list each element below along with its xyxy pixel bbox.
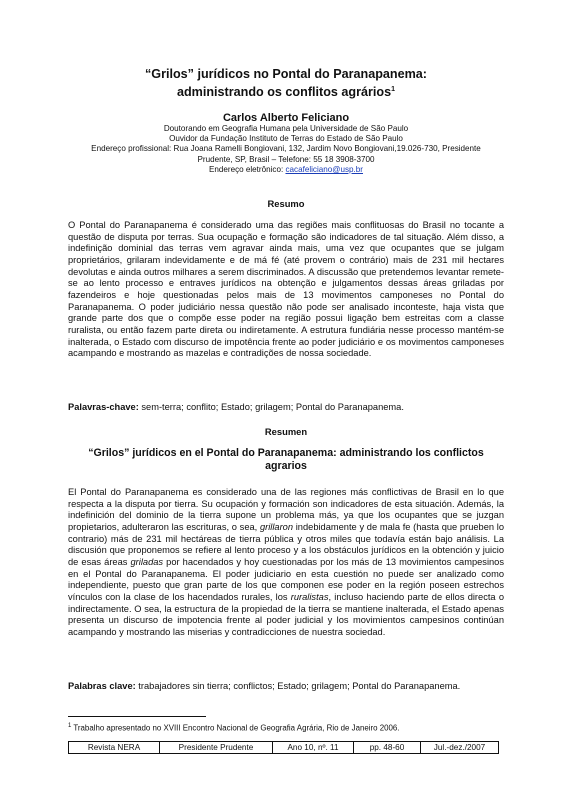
email-link[interactable]: cacafeliciano@usp.br <box>285 164 363 174</box>
affiliation-line-2: Ouvidor da Fundação Instituto de Terras do Estado de São Paulo <box>169 134 403 144</box>
resumo-heading: Resumo <box>267 198 305 209</box>
footer-date: Jul.-dez./2007 <box>421 742 499 754</box>
footer-journal: Revista NERA <box>69 742 160 754</box>
author-name: Carlos Alberto Feliciano <box>222 112 350 124</box>
footer-volume: Ano 10, nº. 11 <box>273 742 354 754</box>
resumen-heading: Resumen <box>264 426 308 437</box>
affiliation-line-3: Endereço profissional: Rua Joana Ramelli Bongiovani, 132, Jardim Novo Bongiovani,19.026-730, Presidente <box>91 144 481 154</box>
resumen-keywords: Palabras clave: trabajadores sin tierra; conflictos; Estado; grilagem; Pontal do Paranapanema. <box>68 681 461 691</box>
title-line-1: “Grilos” jurídicos no Pontal do Paranapanema: <box>144 67 427 81</box>
footnote: $^1$ Trabalho apresentado no XVIII Encontro Nacional de Geografia Agrária, Rio de Janeiro 2006. <box>68 723 400 733</box>
title-line-2: administrando os conflitos agrários$^1$ <box>176 85 396 100</box>
paper-title <box>68 67 504 100</box>
resumo-text: O Pontal do Paranapanema é considerado uma das regiões mais conflituosas do Brasil no tocante a questão de disputa por terras. Sua ocupação e formação são indicadores de tal situação. Além disso, a indefinição dominial das terras vem agravar ainda mais, uma vez que ocupantes que se julgam proprietários, grilaram indevidamente e de má fé (até provem o contrário) mais de 231 mil hectares devolutas e ainda outros milhares a serem discriminados. A discussão que pretendemos levantar remete-se ao lento processo e entraves jurídicos na obtenção e julgamentos dessas áreas griladas por fazendeiros e hoje questionadas pelos mais de 13 movimentos camponeses no Pontal do Paranapanema. O poder judiciário nessa questão não pode ser analisado inconteste, haja vista que grande parte dos que o compõe esse poder na região possui ligação bem estreitas com a classe ruralista, ou então fazem parte direta ou indiretamente. A estrutura fundiária nesse processo mantém-se inalterada, o Estado com discurso de impotência frente ao poder judiciário e os movimentos camponeses acampando e mostrando as mazelas e contradições de nossa sociedade. <box>68 220 504 359</box>
resumo-keywords: Palavras-chave: sem-terra; conflito; Estado; grilagem; Pontal do Paranapanema. <box>68 402 404 412</box>
footnote-divider <box>68 716 206 717</box>
footer-pages: pp. 48-60 <box>354 742 421 754</box>
journal-footer <box>68 741 499 754</box>
footer-city: Presidente Prudente <box>160 742 273 754</box>
affiliation-line-4: Prudente, SP, Brasil – Telefone: 55 18 3908-3700 <box>197 154 375 164</box>
resumen-text: El Pontal do Paranapanema es considerado una de las regiones más conflictivas de Brasil en lo que respecta a la disputa por tierra. Su ocupación y formación son indicadores de esta situación. Además, la indefinición del dominio de la tierra supone un problema más, ya que los ocupantes que se juzgan propietarios, adulteraron las escrituras, o sea, grillaron indebidamente y de mala fe (hasta que prueben lo contrario) más de 231 mil hectáreas de tierra pública y otros miles que todavía están bajo análisis. La discusión que proponemos se refiere al lento proceso y a los obstáculos jurídicos en la obtención y juicio de esas áreas griladas por hacendados y hoy cuestionadas por los más de 13 movimientos campesinos en el Pontal do Paranapanema. El poder judiciario en esta cuestión no puede ser analizado como independiente, puesto que gran parte de los que componen ese poder en la región poseen estrechos vínculos con la clase de los hacendados rurales, los ruralistas, incluso haciendo parte de ellos directa o indirectamente. O sea, la estructura de la propiedad de la tierra se mantiene inalterada, el Estado apenas presenta un discurso de impotencia frente al poder judicial y los movimientos campesinos continúan acampando y mostrando las miserias y contradicciones de nuestra sociedad. <box>68 487 504 637</box>
title-footnote-mark: 1 <box>391 86 396 93</box>
affiliation-line-1: Doutorando em Geografia Humana pela Universidade de São Paulo <box>163 124 409 133</box>
resumen-subtitle: “Grilos” jurídicos en el Pontal do Paranapanema: administrando los conflictos agrarios <box>88 447 484 472</box>
affiliation-email-line: Endereço eletrônico: cacafeliciano@usp.br <box>208 164 363 174</box>
author-affiliation <box>68 124 504 175</box>
